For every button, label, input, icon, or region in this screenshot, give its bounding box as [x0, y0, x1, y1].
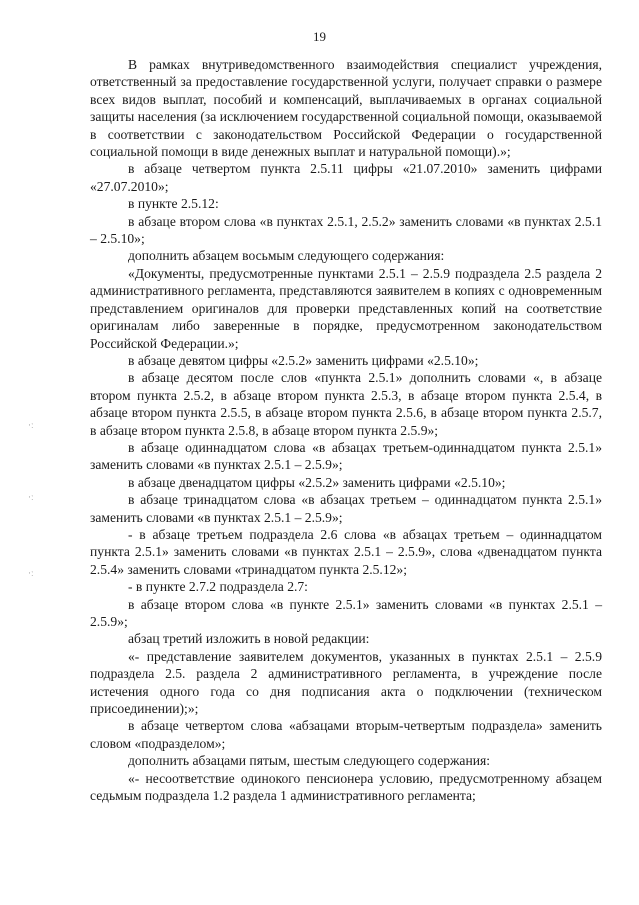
paragraph: дополнить абзацем восьмым следующего содержания: [128, 248, 445, 264]
paragraph: абзац третий изложить в новой редакции: [128, 631, 370, 647]
paragraph: в абзаце одиннадцатом слова «в абзацах третьем-одиннадцатом пункта 2.5.1» заменить словами «в пунктах 2.5.1 – 2.5.9»; [90, 439, 602, 473]
page-number: 19 [313, 29, 326, 44]
paragraph: в абзаце двенадцатом цифры «2.5.2» заменить цифрами «2.5.10»; [128, 474, 506, 490]
paragraph: в абзаце девятом цифры «2.5.2» заменить цифрами «2.5.10»; [128, 352, 479, 368]
margin-mark: ·ː [28, 492, 34, 502]
margin-mark: ·ː [28, 568, 34, 578]
paragraph: - в абзаце третьем подраздела 2.6 слова «в абзацах третьем – одиннадцатом пункта 2.5.1» заменить словами «в пунктах 2.5.1 – 2.5.9», слова «двенадцатом пункта 2.5.4» заменить словами «тринадцатом пункта 2.5.12»; [90, 526, 602, 577]
document-body [90, 56, 602, 804]
paragraph: в абзаце десятом после слов «пункта 2.5.1» дополнить словами «, в абзаце втором пункта 2.5.2, в абзаце втором пункта 2.5.3, в абзаце втором пункта 2.5.4, в абзаце втором пункта 2.5.5, в абзаце втором пункта 2.5.6, в абзаце втором пункта 2.5.7, в абзаце втором пункта 2.5.8, в абзаце втором пункта 2.5.9»; [90, 370, 602, 438]
paragraph: «Документы, предусмотренные пунктами 2.5.1 – 2.5.9 подраздела 2.5 раздела 2 административного регламента, представляются заявителем в копиях с одновременным представлением оригиналов для проверки представленных копий на соответствие оригиналам либо заверенные в порядке, предусмотренном законодательством Российской Федерации.»; [90, 265, 602, 351]
paragraph: в пункте 2.5.12: [128, 196, 219, 212]
paragraph: в абзаце четвертом слова «абзацами вторым-четвертым подраздела» заменить словом «подразделом»; [90, 718, 602, 751]
paragraph: в абзаце тринадцатом слова «в абзацах третьем – одиннадцатом пункта 2.5.1» заменить словами «в пунктах 2.5.1 – 2.5.9»; [90, 492, 602, 525]
paragraph: дополнить абзацами пятым, шестым следующего содержания: [128, 753, 491, 769]
margin-mark: ·ː [28, 420, 34, 430]
paragraph: В рамках внутриведомственного взаимодействия специалист учреждения, ответственный за предоставление государственной услуги, получает справки о размере всех видов выплат, пособий и компенсаций, выплачиваемых в органах социальной защиты населения (за исключением государственной социальной помощи, оказываемой в соответствии с законодательством Российской Федерации о государственной социальной помощи в виде денежных выплат и натуральной помощи).»; [90, 57, 602, 160]
paragraph: «- представление заявителем документов, указанных в пунктах 2.5.1 – 2.5.9 подраздела 2.5. раздела 2 административного регламента, в учреждение после истечения одного года со дня подписания акта о подключении (техническом присоединении);»; [90, 648, 602, 717]
paragraph: в абзаце втором слова «в пункте 2.5.1» заменить словами «в пунктах 2.5.1 – 2.5.9»; [90, 596, 602, 629]
paragraph: «- несоответствие одинокого пенсионера условию, предусмотренному абзацем седьмым подраздела 1.2 раздела 1 административного регламента; [90, 770, 602, 804]
paragraph: - в пункте 2.7.2 подраздела 2.7: [128, 579, 308, 595]
paragraph: в абзаце четвертом пункта 2.5.11 цифры «21.07.2010» заменить цифрами «27.07.2010»; [90, 161, 602, 194]
paragraph: в абзаце втором слова «в пунктах 2.5.1, 2.5.2» заменить словами «в пунктах 2.5.1 – 2.5.10»; [90, 213, 602, 247]
